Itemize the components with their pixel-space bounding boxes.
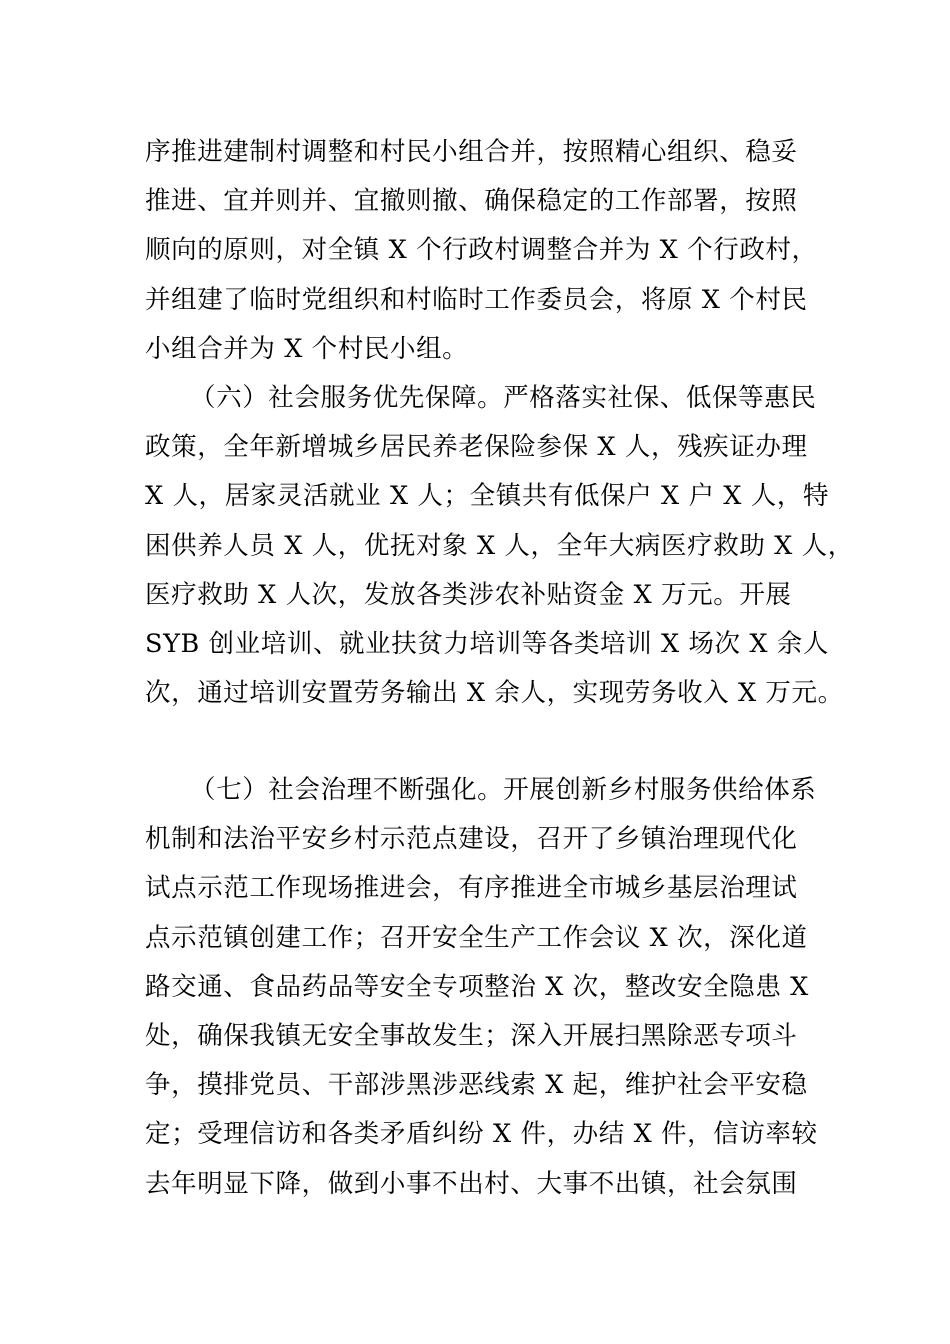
text-line: 处，确保我镇无安全事故发生；深入开展扫黑除恶专项斗 (145, 1020, 798, 1051)
text-line: 序推进建制村调整和村民小组合并，按照精心组织、稳妥 (145, 137, 798, 167)
text-line: 医疗救助 X 人次，发放各类涉农补贴资金 X 万元。开展 (145, 579, 792, 610)
text-line: 点示范镇创建工作；召开安全生产工作会议 X 次，深化道 (145, 922, 808, 953)
text-line: 推进、宜并则并、宜撤则撤、确保稳定的工作部署，按照 (145, 186, 798, 217)
text-line: 次，通过培训安置劳务输出 X 余人，实现劳务收入 X 万元。 (145, 678, 844, 709)
text-line: 困供养人员 X 人，优抚对象 X 人，全年大病医疗救助 X 人， (145, 530, 854, 561)
text-line: 试点示范工作现场推进会，有序推进全市城乡基层治理试 (145, 873, 798, 904)
paragraph-section-7 (145, 766, 825, 1209)
text-line: 定；受理信访和各类矛盾纠纷 X 件，办结 X 件，信访率较 (145, 1119, 818, 1150)
text-line-heading: （六）社会服务优先保障。严格落实社保、低保等惠民 (190, 383, 817, 413)
text-line: 争，摸排党员、干部涉黑涉恶线索 X 起，维护社会平安稳 (145, 1070, 808, 1101)
text-line: X 人，居家灵活就业 X 人；全镇共有低保户 X 户 X 人，特 (145, 481, 830, 512)
text-line: 路交通、食品药品等安全专项整治 X 次，整改安全隐患 X (145, 971, 809, 1002)
text-line: 去年明显下降，做到小事不出村、大事不出镇，社会氛围 (145, 1168, 798, 1199)
text-line: 政策，全年新增城乡居民养老保险参保 X 人，残疾证办理 (145, 432, 808, 463)
paragraph-continuation (145, 128, 825, 374)
text-line-heading: （七）社会治理不断强化。开展创新乡村服务供给体系 (190, 775, 817, 805)
text-line: 顺向的原则，对全镇 X 个行政村调整合并为 X 个行政村， (145, 235, 818, 266)
text-line: 机制和法治平安乡村示范点建设，召开了乡镇治理现代化 (145, 824, 798, 855)
text-line: 小组合并为 X 个村民小组。 (145, 333, 469, 364)
text-line: SYB 创业培训、就业扶贫力培训等各类培训 X 场次 X 余人 (145, 628, 829, 659)
text-line: 并组建了临时党组织和村临时工作委员会，将原 X 个村民 (145, 284, 808, 315)
paragraph-section-6 (145, 374, 854, 718)
